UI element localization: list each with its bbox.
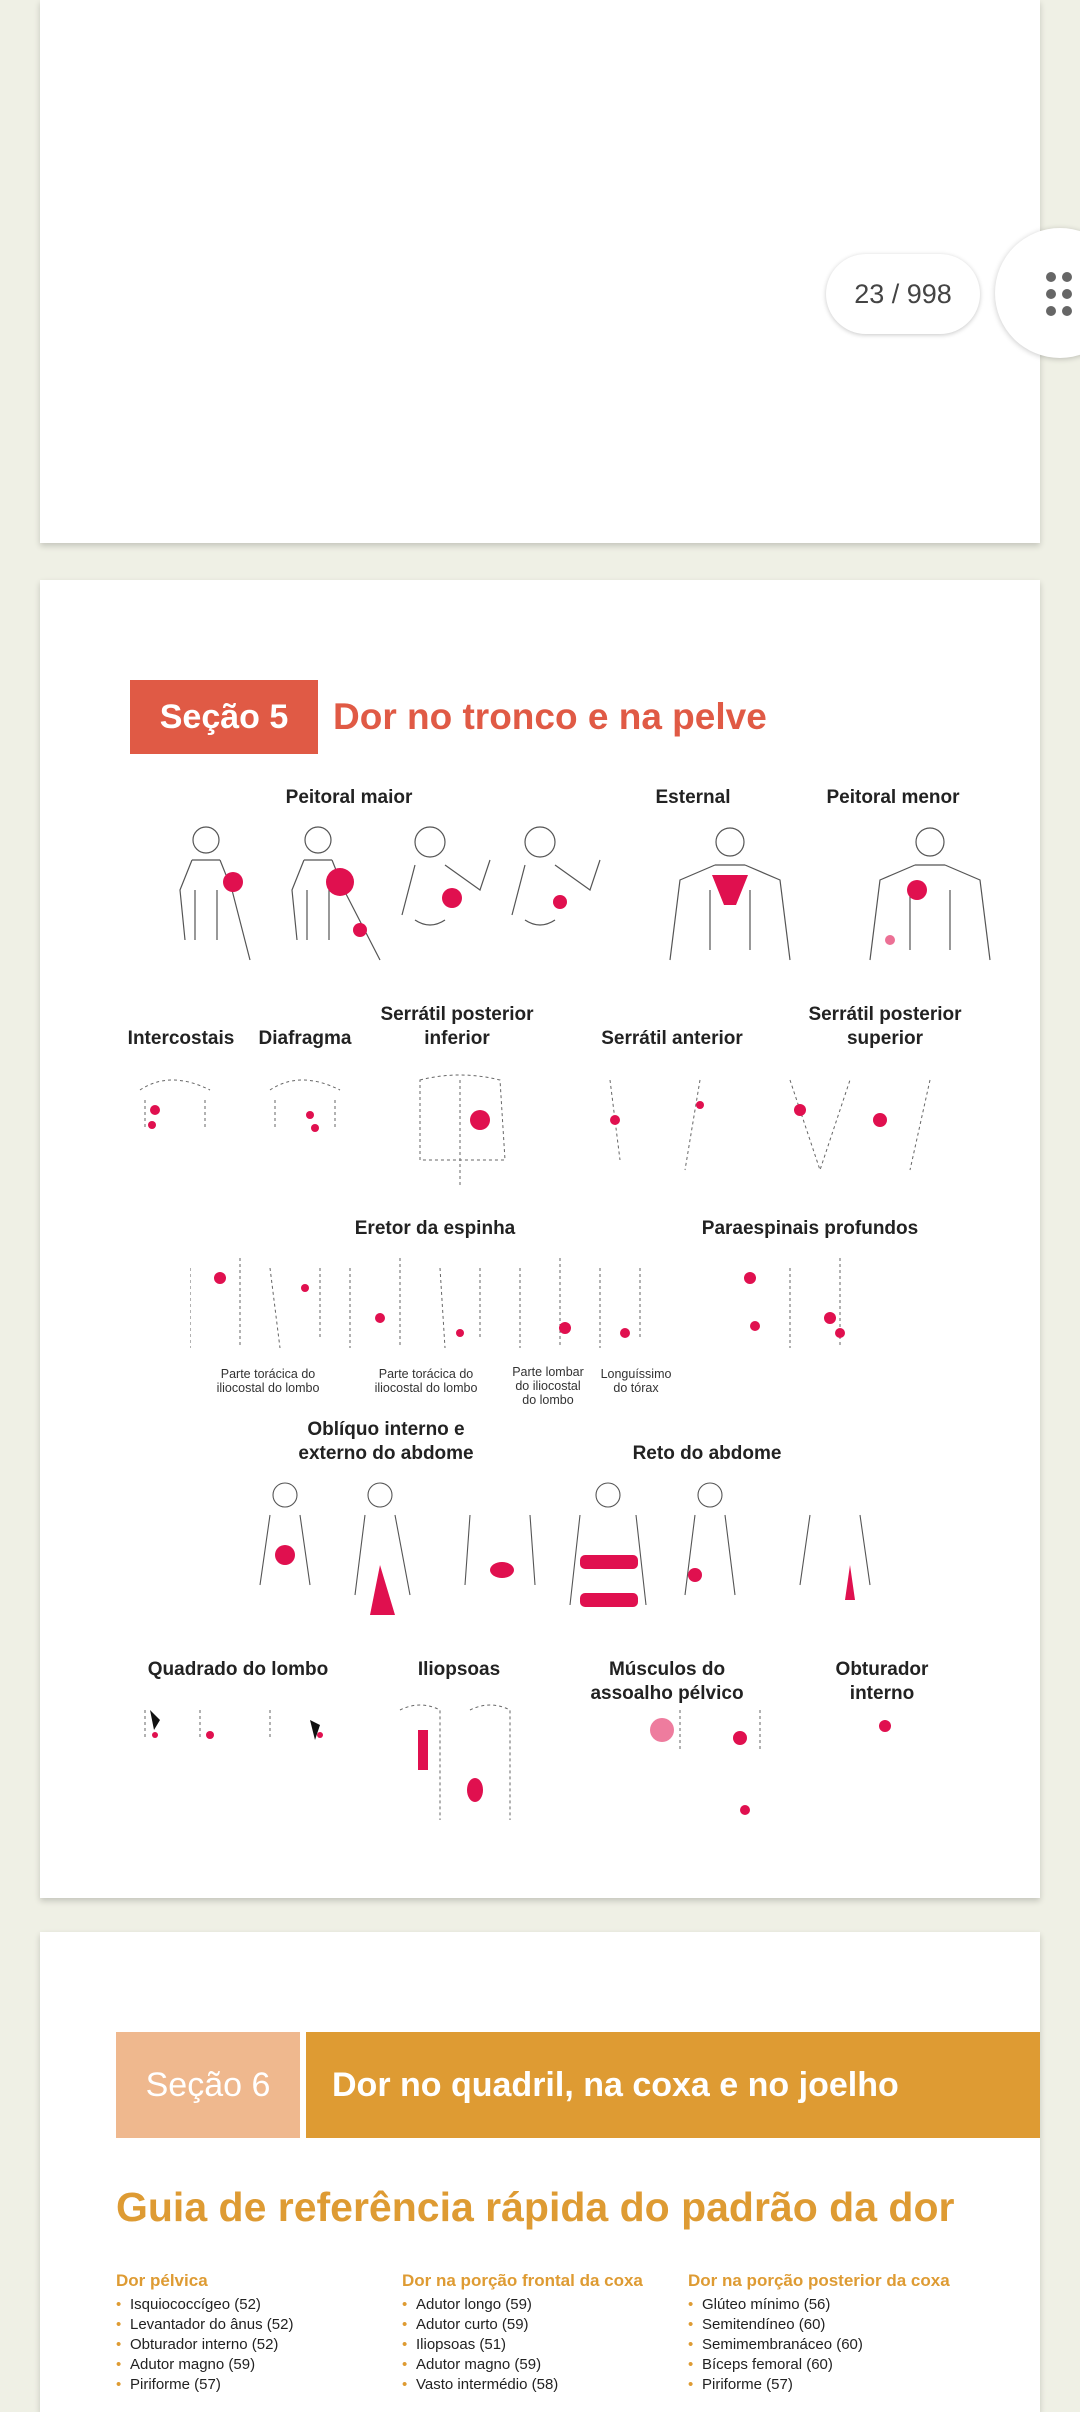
- list-item: • Bíceps femoral (60): [688, 2355, 950, 2375]
- list-item: • Piriforme (57): [688, 2375, 950, 2395]
- label-reto: Reto do abdome: [632, 1443, 782, 1464]
- label-eretor: Eretor da espinha: [354, 1218, 516, 1239]
- list-item: • Glúteo mínimo (56): [688, 2295, 950, 2315]
- list-item: • Semimembranáceo (60): [688, 2335, 950, 2355]
- list-item: • Levantador do ânus (52): [116, 2315, 293, 2335]
- label-assoalho: Músculos do assoalho pélvico: [590, 1659, 744, 1704]
- column-title: Dor na porção posterior da coxa: [688, 2271, 950, 2290]
- trunk-figures: [130, 1060, 1010, 1190]
- abdomen-figures: [240, 1475, 900, 1625]
- list-item: • Adutor longo (59): [402, 2295, 643, 2315]
- pelvis-figures: [140, 1690, 980, 1840]
- list-item: • Adutor magno (59): [402, 2355, 643, 2375]
- pectoral-figures: [140, 820, 1020, 980]
- label-serratil-post-sup: Serrátil posterior superior: [808, 1004, 962, 1049]
- section6-page: [40, 1932, 1040, 2412]
- label-serratil-anterior: Serrátil anterior: [601, 1028, 743, 1049]
- column-title: Dor pélvica: [116, 2271, 208, 2290]
- label-diafragma: Diafragma: [258, 1028, 352, 1049]
- section5-tag: Seção 5: [130, 680, 318, 754]
- sublabel-toracica-2: Parte torácica do iliocostal do lombo: [374, 1367, 478, 1395]
- list-item: • Adutor magno (59): [116, 2355, 293, 2375]
- grid-dots-icon: [1045, 271, 1075, 317]
- list-item: • Piriforme (57): [116, 2375, 293, 2395]
- list-item: • Iliopsoas (51): [402, 2335, 643, 2355]
- list-item: • Semitendíneo (60): [688, 2315, 950, 2335]
- label-iliopsoas: Iliopsoas: [417, 1659, 501, 1680]
- sublabel-longuissimo: Longuíssimo do tórax: [600, 1367, 672, 1395]
- section5-title: Dor no tronco e na pelve: [333, 696, 767, 737]
- back-figures: [190, 1248, 950, 1358]
- label-obliquo: Oblíquo interno e externo do abdome: [298, 1419, 474, 1464]
- section6-header: [116, 2032, 1040, 2138]
- label-esternal: Esternal: [655, 787, 731, 808]
- guide-title: Guia de referência rápida do padrão da dor: [116, 2184, 955, 2230]
- label-paraespinais: Paraespinais profundos: [701, 1218, 919, 1239]
- label-peitoral-menor: Peitoral menor: [826, 787, 960, 808]
- section6-tag: Seção 6: [116, 2032, 300, 2138]
- list-item: • Obturador interno (52): [116, 2335, 293, 2355]
- label-quadrado: Quadrado do lombo: [147, 1659, 329, 1680]
- column-front-thigh: [402, 2271, 643, 2395]
- section5-header: [130, 680, 767, 754]
- column-pelvic: [116, 2271, 293, 2395]
- label-serratil-post-inf: Serrátil posterior inferior: [380, 1004, 534, 1049]
- page-indicator-text: 23 / 998: [854, 278, 952, 309]
- label-intercostais: Intercostais: [127, 1028, 235, 1049]
- section6-title: Dor no quadril, na coxa e no joelho: [306, 2032, 1040, 2138]
- list-item: • Adutor curto (59): [402, 2315, 643, 2335]
- column-title: Dor na porção frontal da coxa: [402, 2271, 643, 2290]
- label-obturador: Obturador interno: [835, 1659, 929, 1704]
- list-item: • Vasto intermédio (58): [402, 2375, 643, 2395]
- page-indicator: [826, 254, 980, 334]
- sublabel-lombar: Parte lombar do iliocostal do lombo: [512, 1365, 584, 1407]
- column-back-thigh: [688, 2271, 950, 2395]
- list-item: • Isquiococcígeo (52): [116, 2295, 293, 2315]
- label-peitoral-maior: Peitoral maior: [285, 787, 413, 808]
- sublabel-toracica-1: Parte torácica do iliocostal do lombo: [216, 1367, 320, 1395]
- section5-page: [40, 580, 1040, 1898]
